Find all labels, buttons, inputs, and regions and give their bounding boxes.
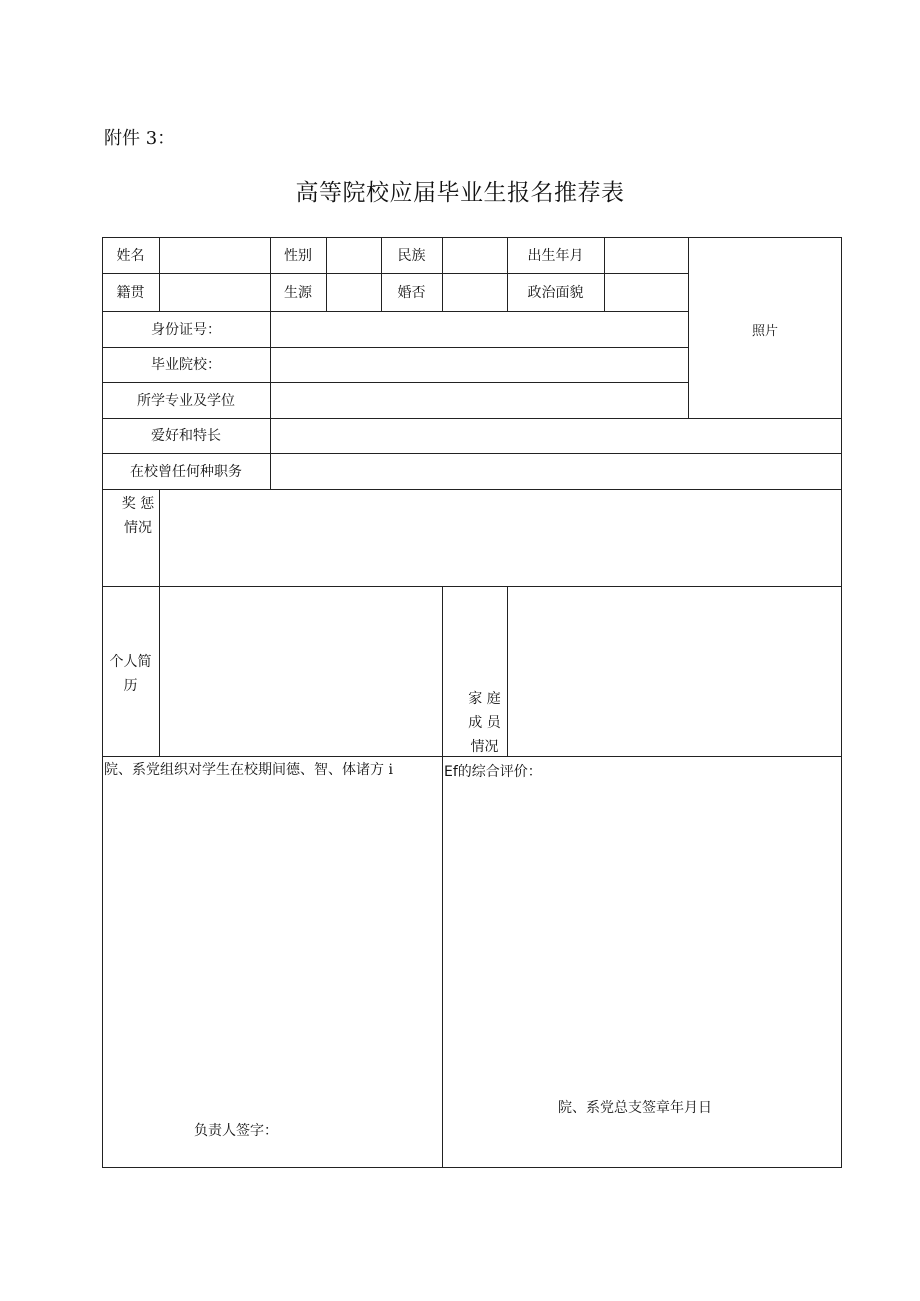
gender-label: 性别 <box>284 248 312 264</box>
table-border-left <box>102 237 103 1168</box>
signature-label: 负责人签字： <box>194 1123 278 1139</box>
col-line <box>270 237 271 489</box>
row-line <box>102 382 689 383</box>
row-line <box>102 489 842 490</box>
marital-status-label: 婚否 <box>397 285 426 301</box>
positions-label: 在校曾任何种职务 <box>130 464 242 480</box>
major-degree-label: 所学专业及学位 <box>137 393 235 409</box>
row-line <box>102 273 689 274</box>
ethnicity-label: 民族 <box>397 248 426 264</box>
col-line <box>604 237 605 311</box>
family-label-line1: 家 庭 <box>468 691 501 707</box>
col-line <box>507 586 508 756</box>
source-label: 生源 <box>284 285 312 301</box>
col-line <box>442 586 443 1167</box>
id-number-label: 身份证号： <box>151 322 221 338</box>
birth-date-label: 出生年月 <box>527 248 584 264</box>
photo-label: 照片 <box>751 324 778 339</box>
col-line <box>442 237 443 311</box>
row-line <box>102 418 842 419</box>
native-place-label: 籍贯 <box>116 285 145 301</box>
resume-label-line2: 历 <box>123 678 138 694</box>
row-line <box>102 311 689 312</box>
hobbies-label: 爱好和特长 <box>151 428 221 444</box>
col-line <box>159 237 160 311</box>
seal-date-label: 院、系党总支签章年月日 <box>558 1100 712 1116</box>
table-border-right <box>841 237 842 1168</box>
form-title: 高等院校应届毕业生报名推荐表 <box>295 180 625 206</box>
row-line <box>102 453 842 454</box>
school-label: 毕业院校： <box>151 357 221 373</box>
family-label-line3: 情况 <box>470 739 499 755</box>
table-border-bottom <box>102 1167 842 1168</box>
row-line <box>102 586 842 587</box>
rewards-label-line1: 奖 惩 <box>121 496 155 512</box>
col-line <box>326 237 327 311</box>
name-label: 姓名 <box>116 248 145 264</box>
evaluation-suffix: 的综合评价： <box>457 764 542 780</box>
evaluation-text-left: 院、系党组织对学生在校期间德、智、体诸方 i <box>104 762 393 778</box>
attachment-label: 附件 3： <box>104 128 176 149</box>
evaluation-prefix: Ef <box>444 764 458 780</box>
family-label-line2: 成 员 <box>468 715 501 731</box>
row-line <box>102 347 689 348</box>
col-line <box>159 489 160 756</box>
rewards-label-line2: 情况 <box>124 520 152 536</box>
political-status-label: 政治面貌 <box>527 285 584 301</box>
evaluation-text-right <box>444 765 542 779</box>
row-line <box>102 756 842 757</box>
resume-label-line1: 个人简 <box>109 654 152 670</box>
table-border-top <box>102 237 842 238</box>
